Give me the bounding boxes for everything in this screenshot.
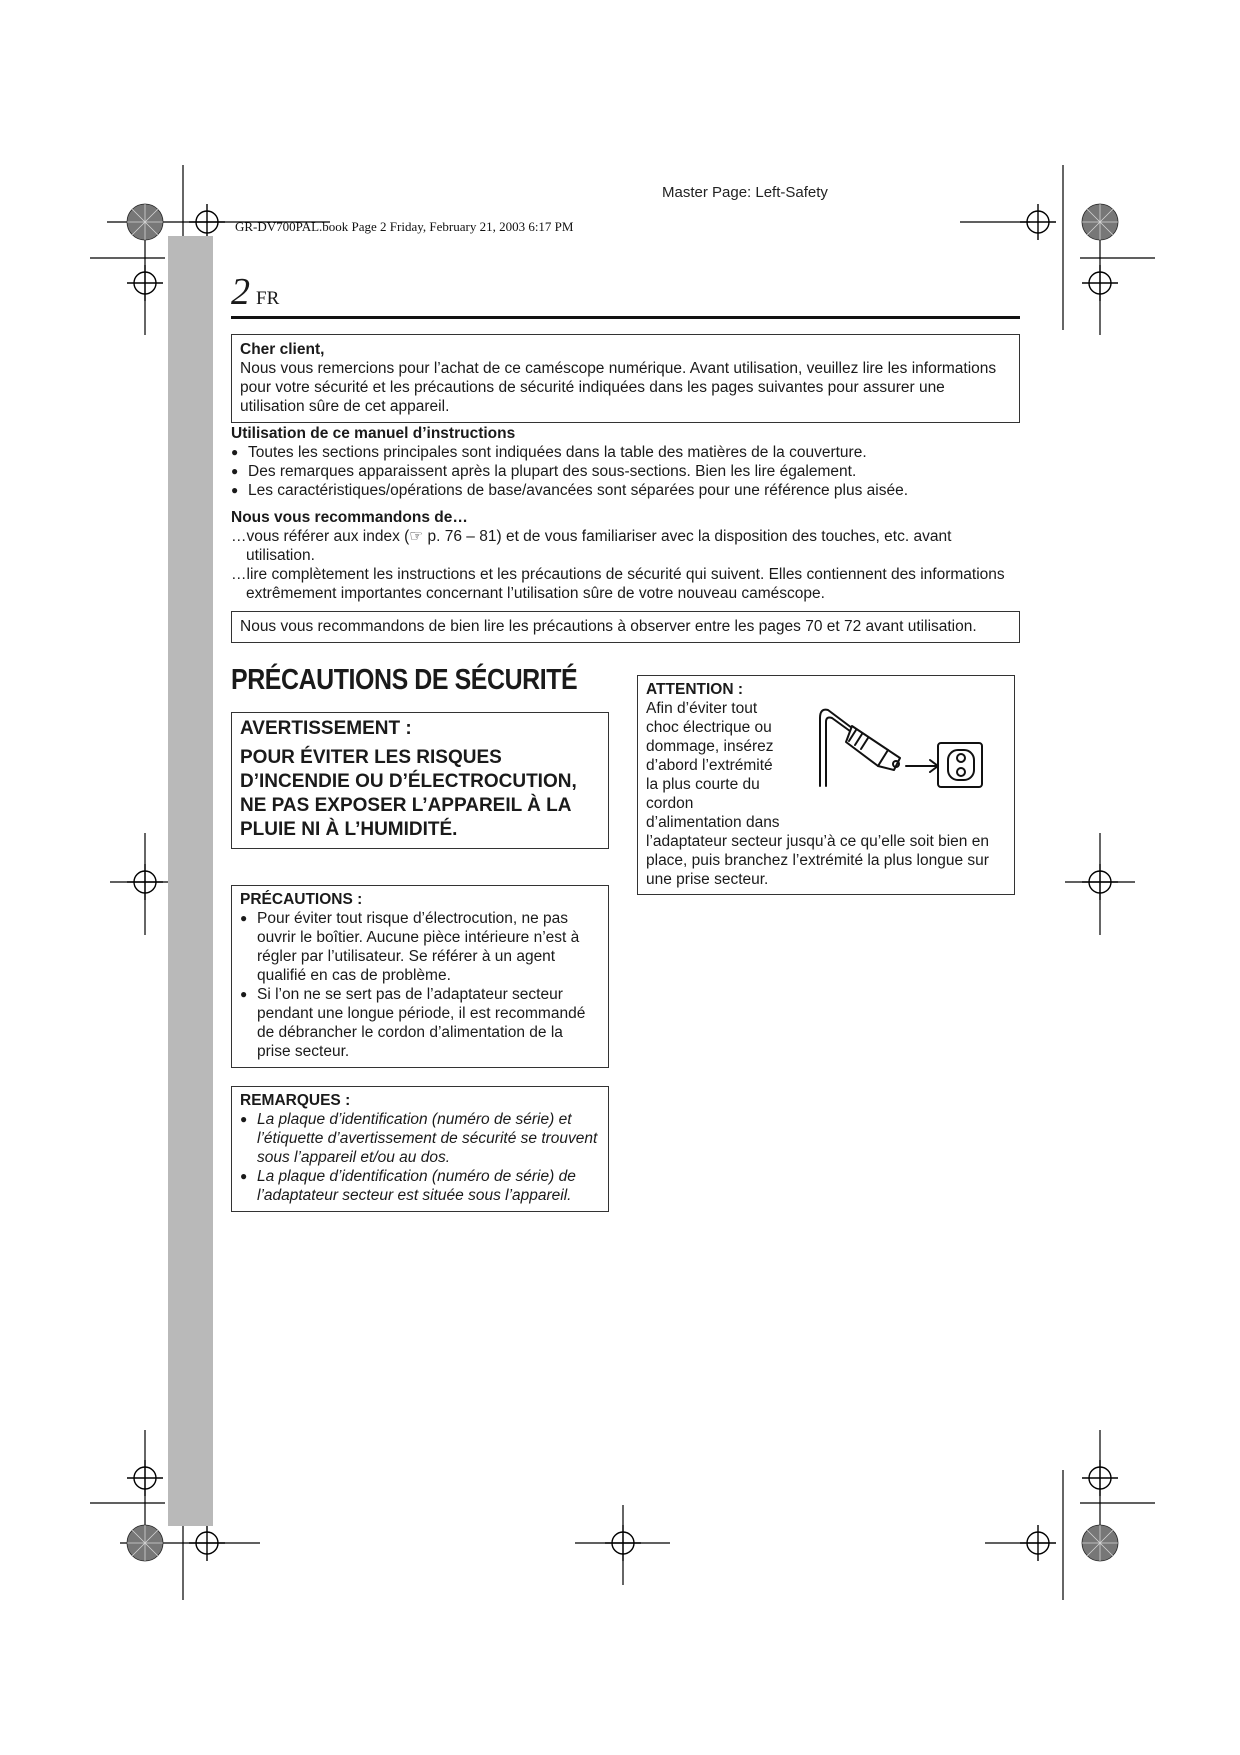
list-item: ● Des remarques apparaissent après la plupart des sous-sections. Bien les lire également. [231, 462, 1021, 481]
list-item: ● Toutes les sections principales sont indiquées dans la table des matières de la couverture. [231, 443, 1021, 462]
list-item: …lire complètement les instructions et les précautions de sécurité qui suivent. Elles contiennent des informations extrêmement importantes concernant l’utilisation sûre de votre nouveau caméscope. [231, 566, 1005, 602]
precautions-label: PRÉCAUTIONS : [240, 891, 363, 908]
warning-label: AVERTISSEMENT : [240, 718, 412, 739]
safety-title: PRÉCAUTIONS DE SÉCURITÉ [231, 664, 578, 696]
precautions-box [231, 885, 609, 1068]
attention-label: ATTENTION : [646, 681, 744, 698]
attention-rest: l’adaptateur secteur jusqu’à ce qu’elle soit bien en place, puis branchez l’extrémité la plus longue sur une prise secteur. [646, 833, 989, 888]
intro-heading: Cher client, [240, 341, 325, 358]
list-item: ● Les caractéristiques/opérations de base/avancées sont séparées pour une référence plus aisée. [231, 481, 1021, 500]
attention-line: d’abord l’extrémité [646, 757, 773, 774]
language-code: FR [256, 288, 280, 309]
remarks-label: REMARQUES : [240, 1092, 351, 1109]
attention-line: dommage, insérez [646, 738, 774, 755]
recommend-heading: Nous vous recommandons de… [231, 509, 468, 526]
list-item: …vous référer aux index (☞ p. 76 – 81) et de vous familiariser avec la disposition des touches, etc. avant utilisation. [231, 528, 952, 564]
list-item: ● La plaque d’identification (numéro de série) de l’adaptateur secteur est située sous l’appareil. [240, 1167, 600, 1205]
manual-usage-section [231, 424, 1021, 500]
intro-text: Nous vous remercions pour l’achat de ce caméscope numérique. Avant utilisation, veuillez lire les informations pour votre sécurité et les précautions de sécurité indiquées dans les pages suivantes pour assurer une utilisation sûre de cet appareil. [240, 360, 997, 415]
warning-box [231, 712, 609, 849]
master-page-label: Master Page: Left-Safety [662, 184, 828, 201]
side-margin-bar [168, 236, 213, 1526]
page-number-heading [231, 270, 279, 314]
warning-text: POUR ÉVITER LES RISQUES D’INCENDIE OU D’ÉLECTROCUTION, NE PAS EXPOSER L’APPAREIL À LA PLUIE NI À L’HUMIDITÉ. [240, 747, 577, 840]
list-item: ● Si l’on ne se sert pas de l’adaptateur secteur pendant une longue période, il est recommandé de débrancher le cordon d’alimentation de la prise secteur. [240, 985, 600, 1061]
notice-box: Nous vous recommandons de bien lire les précautions à observer entre les pages 70 et 72 avant utilisation. [231, 611, 1020, 643]
manual-usage-heading: Utilisation de ce manuel d’instructions [231, 425, 516, 442]
header-rule [231, 316, 1020, 319]
power-plug-icon [818, 698, 993, 798]
list-item: ● La plaque d’identification (numéro de série) et l’étiquette d’avertissement de sécurité se trouvent sous l’appareil et/ou au dos. [240, 1110, 600, 1167]
list-item: ● Pour éviter tout risque d’électrocution, ne pas ouvrir le boîtier. Aucune pièce intérieure n’est à régler par l’utilisateur. Se référer à un agent qualifié en cas de problème. [240, 909, 600, 985]
attention-line: la plus courte du [646, 776, 760, 793]
attention-line: cordon [646, 795, 694, 812]
attention-line: d’alimentation dans [646, 814, 780, 831]
recommend-section [231, 508, 1021, 603]
remarks-box [231, 1086, 609, 1212]
attention-line: choc électrique ou [646, 719, 772, 736]
attention-line: Afin d’éviter tout [646, 700, 758, 717]
attention-box [637, 675, 1015, 895]
book-info-line: GR-DV700PAL.book Page 2 Friday, February 21, 2003 6:17 PM [235, 219, 574, 234]
intro-box [231, 334, 1020, 423]
page-number: 2 [231, 271, 250, 313]
